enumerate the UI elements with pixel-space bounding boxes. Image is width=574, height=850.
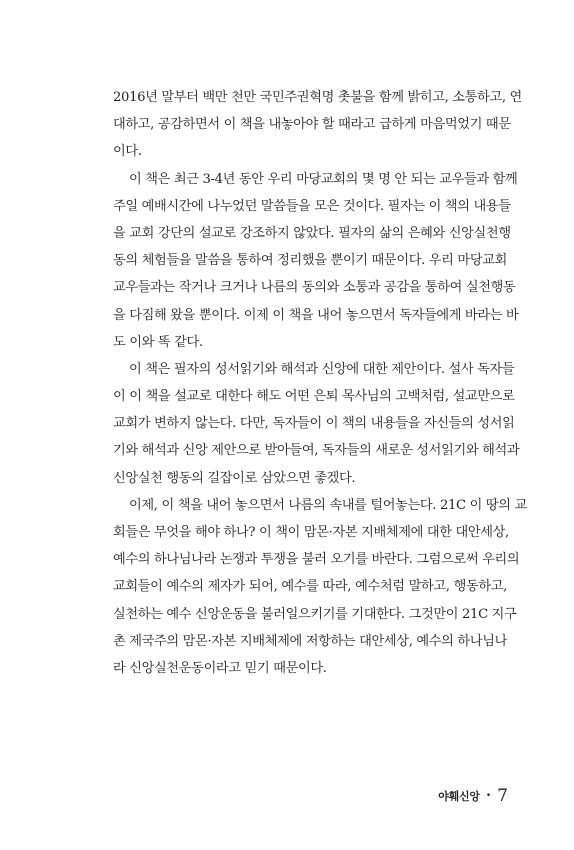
paragraph-3-line-5: 신앙실천 행동의 길잡이로 삼았으면 좋겠다. [113,470,356,486]
paragraph-4-line-6: 촌 제국주의 맘몬·자본 지배체제에 저항하는 대안세상, 예수의 하나님나 [113,633,507,649]
paragraph-4-line-7: 라 신앙실천운동이라고 믿기 때문이다. [113,660,327,676]
paragraph-2-line-5: 교우들과는 작거나 크거나 나름의 동의와 소통과 공감을 통하여 실천행동 [113,280,516,296]
body-text [113,84,527,682]
paragraph-3-line-2: 이 이 책을 설교로 대한다 해도 어떤 은퇴 목사님의 고백처럼, 설교만으로 [113,389,515,405]
paragraph-2-line-1: 이 책은 최근 3-4년 동안 우리 마당교회의 몇 명 안 되는 교우들과 함께 [129,171,518,187]
paragraph-4-line-1: 이제, 이 책을 내어 놓으면서 나름의 속내를 털어놓는다. 21C 이 땅의 교 [129,497,527,513]
paragraph-2-line-2: 주일 예배시간에 나누었던 말씀들을 모은 것이다. 필자는 이 책의 내용들 [113,198,511,214]
page-footer [438,784,508,808]
paragraph-2-line-4: 동의 체험들을 말씀을 통하여 정리했을 뿐이기 때문이다. 우리 마당교회 [113,253,507,269]
paragraph-1-line-2: 대하고, 공감하면서 이 책을 내놓아야 할 때라고 급하게 마음먹었기 때문 [113,117,511,133]
paragraph-4-line-5: 실천하는 예수 신앙운동을 불러일으키기를 기대한다. 그것만이 21C 지구 [113,606,517,622]
paragraph-4-line-3: 예수의 하나님나라 논쟁과 투쟁을 불러 오기를 바란다. 그럼으로써 우리의 [113,552,520,568]
paragraph-2-line-7: 도 이와 똑 같다. [113,334,203,350]
paragraph-2-line-3: 을 교회 강단의 설교로 강조하지 않았다. 필자의 삶의 은혜와 신앙실천행 [113,225,511,241]
paragraph-1-line-1: 2016년 말부터 백만 천만 국민주권혁명 촛불을 함께 밝히고, 소통하고, 연 [113,90,522,105]
paragraph-3-line-4: 기와 해석과 신앙 제안으로 받아들여, 독자들의 새로운 성서읽기와 해석과 [113,443,520,459]
paragraph-4-line-2: 회들은 무엇을 해야 하나? 이 책이 맘몬·자본 지배체제에 대한 대안세상, [113,525,509,540]
paragraph-1-line-3: 이다. [113,144,142,160]
page-number: 7 [497,786,508,806]
paragraph-4-line-4: 교회들이 예수의 제자가 되어, 예수를 따라, 예수처럼 말하고, 행동하고, [113,579,507,595]
paragraph-3-line-3: 교회가 변하지 않는다. 다만, 독자들이 이 책의 내용들을 자신들의 성서읽 [113,416,515,432]
running-title: 야훼신앙 [438,790,480,803]
paragraph-3-line-1: 이 책은 필자의 성서읽기와 해석과 신앙에 대한 제안이다. 설사 독자들 [129,361,515,377]
footer-separator: • [485,790,492,801]
paragraph-2-line-6: 을 다짐해 왔을 뿐이다. 이제 이 책을 내어 놓으면서 독자들에게 바라는 바 [113,307,519,323]
